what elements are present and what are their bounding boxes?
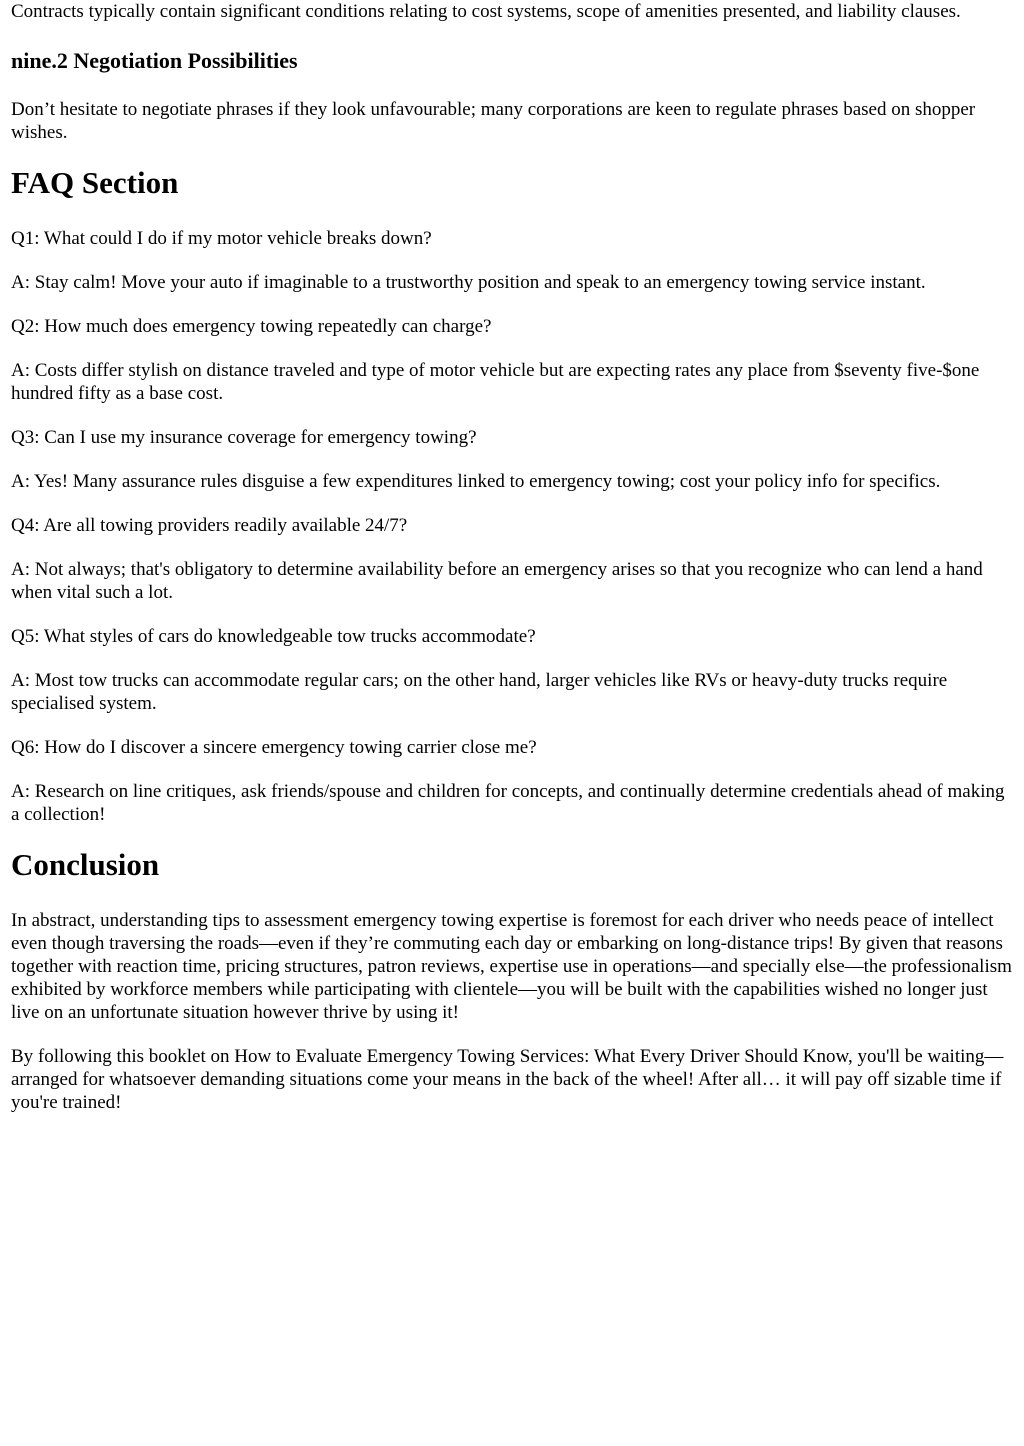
faq-answer: A: Most tow trucks can accommodate regular cars; on the other hand, larger vehicles like RVs or heavy-duty trucks require specialised system. [11,670,948,714]
faq-question: Q4: Are all towing providers readily available 24/7? [11,515,408,536]
conclusion-paragraph: By following this booklet on How to Evaluate Emergency Towing Services: What Every Driver Should Know, you'll be waiting—arranged for whatsoever demanding situations come your means in the back of the wheel! After all… it will pay off sizable time if you're trained! [11,1046,1004,1113]
intro-paragraph: Contracts typically contain significant conditions relating to cost systems, scope of amenities presented, and liability clauses. [11,1,961,22]
faq-question: Q6: How do I discover a sincere emergency towing carrier close me? [11,737,537,758]
faq-answer: A: Yes! Many assurance rules disguise a few expenditures linked to emergency towing; cost your policy info for specifics. [11,471,941,492]
faq-question: Q5: What styles of cars do knowledgeable tow trucks accommodate? [11,626,536,647]
faq-answer: A: Stay calm! Move your auto if imaginable to a trustworthy position and speak to an emergency towing service instant. [11,272,926,293]
faq-answer: A: Costs differ stylish on distance traveled and type of motor vehicle but are expecting rates any place from $seventy five-$one hundred fifty as a base cost. [11,360,980,404]
faq-heading: FAQ Section [11,165,179,200]
faq-question: Q2: How much does emergency towing repeatedly can charge? [11,316,492,337]
faq-answer: A: Not always; that's obligatory to determine availability before an emergency arises so that you recognize who can lend a hand when vital such a lot. [11,559,983,603]
faq-list [11,227,1013,826]
conclusion-heading: Conclusion [11,847,160,882]
negotiation-heading: nine.2 Negotiation Possibilities [11,48,298,73]
conclusion-paragraph: In abstract, understanding tips to assessment emergency towing expertise is foremost for each driver who needs peace of intellect even though traversing the roads—even if they’re commuting each day or embarking on long-distance trips! By given that reasons together with reaction time, pricing structures, patron reviews, expertise use in operations—and specially else—the professionalism exhibited by workforce members while participating with clientele—you will be built with the capabilities wished no longer just live on an unfortunate situation however thrive by using it! [11,910,1012,1023]
faq-question: Q3: Can I use my insurance coverage for emergency towing? [11,427,477,448]
faq-answer: A: Research on line critiques, ask friends/spouse and children for concepts, and continually determine credentials ahead of making a collection! [11,781,1005,825]
negotiation-paragraph: Don’t hesitate to negotiate phrases if they look unfavourable; many corporations are keen to regulate phrases based on shopper wishes. [11,99,976,143]
faq-question: Q1: What could I do if my motor vehicle breaks down? [11,228,432,249]
